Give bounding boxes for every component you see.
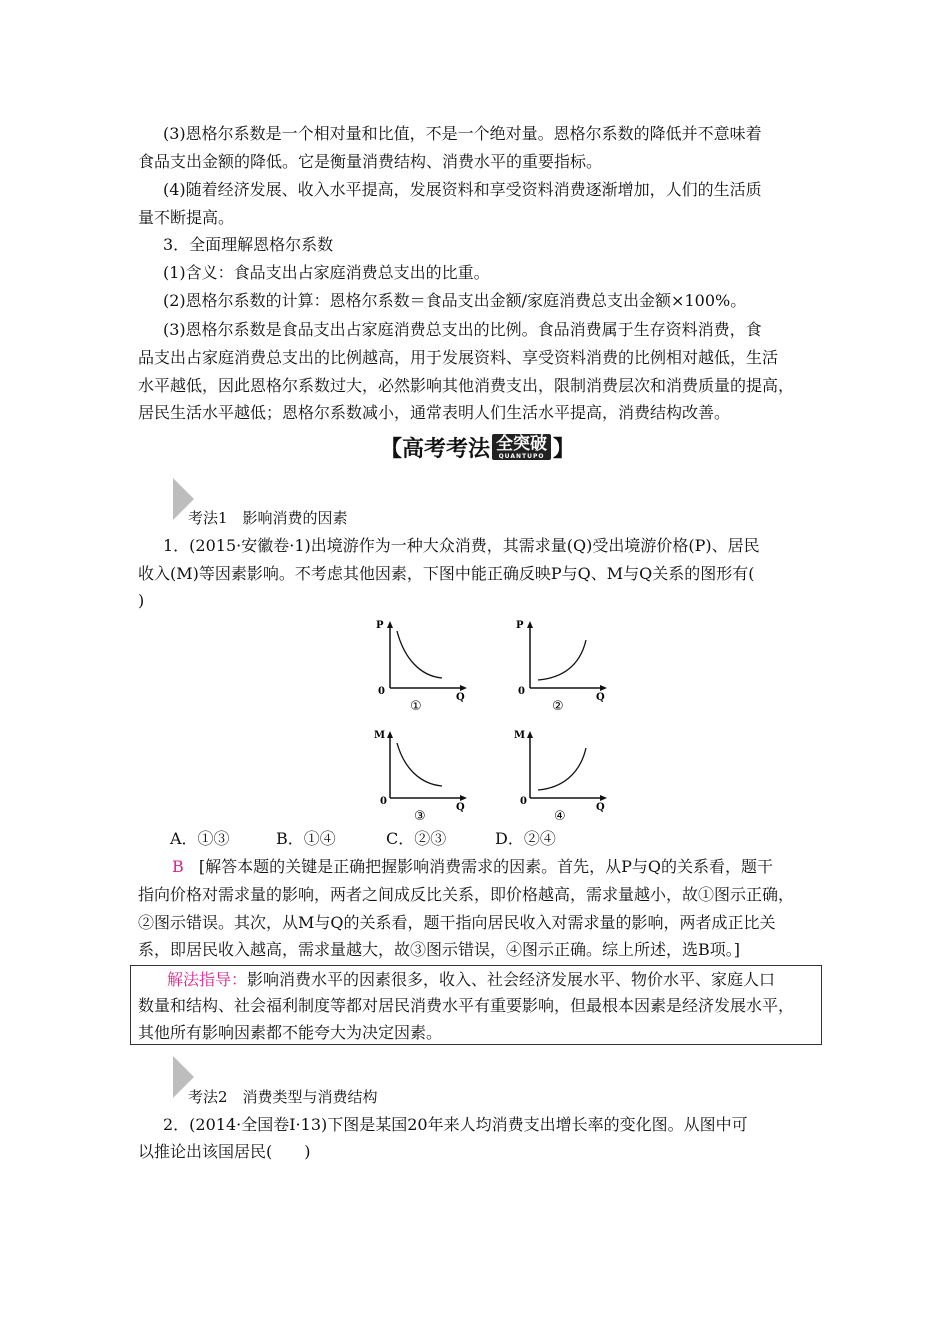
graph-2 — [510, 618, 620, 718]
banner-badge-pinyin: QUANTUPO — [498, 453, 545, 460]
option-d: D．②④ — [495, 829, 556, 848]
para2-line1: (4)随着经济发展、收入水平提高，发展资料和享受资料消费逐渐增加，人们的生活质 — [163, 180, 762, 199]
option-c: C．②③ — [386, 829, 447, 848]
graph-3-xlabel: Q — [456, 802, 465, 813]
option-a: A．①③ — [170, 829, 230, 848]
graph-4-xlabel: Q — [596, 802, 605, 813]
q1-line1: 1．(2015·安徽卷·1)出境游作为一种大众消费，其需求量(Q)受出境游价格(P)、居民 — [163, 536, 760, 555]
graph-4 — [510, 728, 620, 828]
graph-2-number: ② — [552, 699, 564, 714]
q2-line2: 以推论出该国居民( ) — [138, 1142, 311, 1161]
graph-2-ylabel: P — [516, 620, 524, 631]
graph-3-ylabel: M — [374, 730, 386, 741]
banner-open-bracket: 【 — [380, 436, 403, 462]
graph-3 — [370, 728, 480, 828]
guide-line3: 其他所有影响因素都不能夸大为决定因素。 — [138, 1023, 443, 1042]
graph-3-origin: 0 — [380, 796, 387, 807]
section3-p1: (1)含义：食品支出占家庭消费总支出的比重。 — [163, 263, 490, 282]
banner-badge — [492, 434, 551, 460]
section3-p3-line2: 品支出占家庭消费总支出的比例越高，用于发展资料、享受资料消费的比例相对越低，生活 — [138, 348, 779, 367]
option-b: B．①④ — [276, 829, 336, 848]
para2-line2: 量不断提高。 — [138, 208, 235, 227]
para1-line1: (3)恩格尔系数是一个相对量和比值，不是一个绝对量。恩格尔系数的降低并不意味着 — [163, 124, 762, 143]
graph-1-xlabel: Q — [456, 692, 465, 703]
banner-main-text: 高考考法 — [402, 436, 491, 462]
graph-1-number: ① — [410, 699, 422, 714]
graph-4-number: ④ — [554, 809, 566, 824]
section3-heading: 3．全面理解恩格尔系数 — [163, 235, 334, 254]
q2-line1: 2．(2014·全国卷Ⅰ·13)下图是某国20年来人均消费支出增长率的变化图。从图中可 — [163, 1115, 748, 1134]
banner-badge-text: 全突破 — [496, 434, 548, 454]
section-banner — [380, 432, 575, 462]
graph-4-origin: 0 — [520, 796, 527, 807]
answer-explanation-start: [解答本题的关键是正确把握影响消费需求的因素。首先，从P与Q的关系看，题干 — [198, 857, 773, 876]
para1-line2: 食品支出金额的降低。它是衡量消费结构、消费水平的重要指标。 — [138, 152, 603, 171]
answer-line3: ②图示错误。其次，从M与Q的关系看，题干指向居民收入对需求量的影响，两者成正比关 — [138, 913, 776, 932]
q1-line2: 收入(M)等因素影响。不考虑其他因素，下图中能正确反映P与Q、M与Q关系的图形有( — [138, 564, 755, 583]
graph-3-number: ③ — [414, 809, 426, 824]
section3-p3-line1: (3)恩格尔系数是食品支出占家庭消费总支出的比例。食品消费属于生存资料消费，食 — [163, 320, 762, 339]
graph-1-ylabel: P — [376, 620, 384, 631]
section3-p3-line4: 居民生活水平越低；恩格尔系数减小，通常表明人们生活水平提高，消费结构改善。 — [138, 403, 731, 422]
guide-text-start: 影响消费水平的因素很多，收入、社会经济发展水平、物价水平、家庭人口 — [247, 970, 776, 989]
graph-2-xlabel: Q — [596, 692, 605, 703]
guide-line2: 数量和结构、社会福利制度等都对居民消费水平有重要影响，但最根本因素是经济发展水平， — [138, 996, 795, 1015]
kaofa2-title: 考法2 消费类型与消费结构 — [188, 1088, 378, 1106]
graph-1-origin: 0 — [378, 686, 385, 697]
kaofa1-title: 考法1 影响消费的因素 — [188, 509, 348, 527]
section3-p3-line3: 水平越低，因此恩格尔系数过大，必然影响其他消费支出，限制消费层次和消费质量的提高， — [138, 376, 795, 395]
guide-line1 — [167, 968, 775, 992]
q1-line3: ) — [138, 591, 145, 610]
answer-letter: B — [172, 857, 184, 876]
answer-line2: 指向价格对需求量的影响，两者之间成反比关系，即价格越高，需求量越小，故①图示正确， — [138, 885, 795, 904]
banner-close-bracket: 】 — [553, 436, 576, 462]
graph-1 — [370, 618, 480, 718]
answer-line4: 系，即居民收入越高，需求量越大，故③图示错误，④图示正确。综上所述，选B项。] — [138, 940, 741, 959]
graph-4-ylabel: M — [514, 730, 526, 741]
section3-p2: (2)恩格尔系数的计算：恩格尔系数＝食品支出金额/家庭消费总支出金额×100%。 — [163, 291, 747, 310]
guide-label: 解法指导： — [167, 970, 248, 989]
graph-2-origin: 0 — [518, 686, 525, 697]
answer-line1 — [172, 855, 773, 879]
